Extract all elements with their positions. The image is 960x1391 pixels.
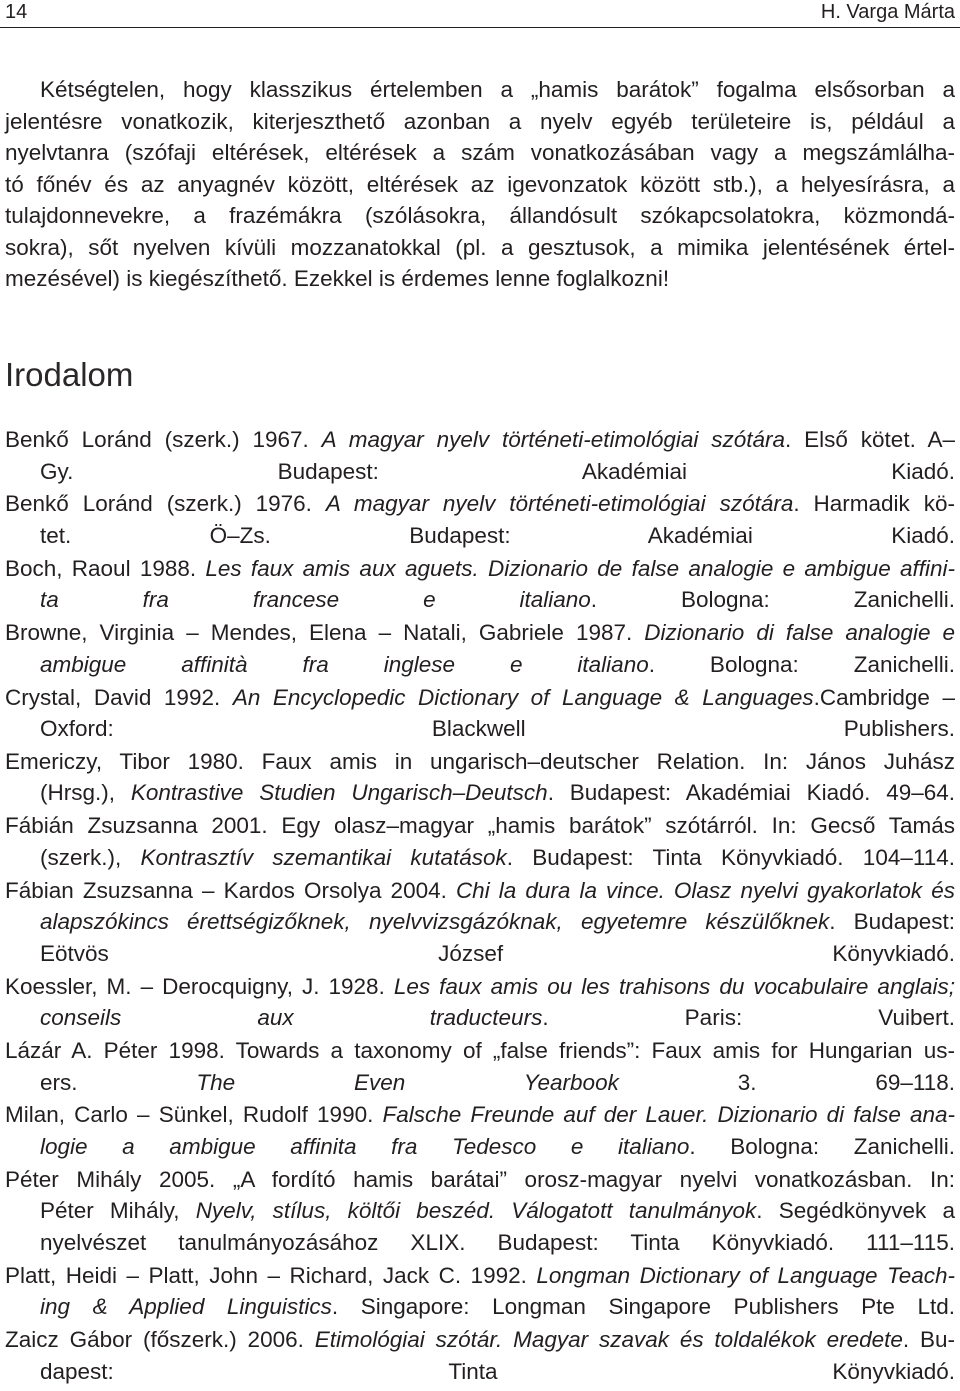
- reference-text: Benkő Loránd (szerk.) 1967.: [5, 427, 322, 452]
- reference-text: . Bologna: Zanichelli.: [590, 587, 955, 613]
- reference-text: nyelvészet tanulmányozásához XLIX. Budapest: Tinta Könyvkiadó. 111–115.: [40, 1229, 955, 1255]
- reference-text: . Bologna: Zanichelli.: [689, 1133, 956, 1159]
- reference-text: Fábián Zsuzsanna 2001. Egy olasz–magyar „hamis barátok” szótárról. In: Gecső Tamás: [5, 813, 955, 839]
- reference-text: (Hrsg.),: [40, 780, 131, 806]
- paragraph-line: tulajdonnevekre, a frazémákra (szólásokra, állandósult szókapcsolatokra, közmondá-: [5, 203, 955, 228]
- paragraph-line: tó főnév és az anyagnév között, eltérések az igevonzatok között stb.), a helyesírásra, a: [5, 171, 955, 197]
- reference-text: Browne, Virginia – Mendes, Elena – Natali, Gabriele 1987.: [5, 620, 645, 646]
- reference-italic-text: Chi la dura la vince. Olasz nyelvi gyakorlatok és: [455, 877, 955, 903]
- reference-text: Crystal, David 1992.: [5, 684, 233, 710]
- reference-line: [5, 938, 955, 970]
- reference-line: [5, 1195, 955, 1227]
- reference-line: [5, 810, 955, 842]
- reference-italic-text: Nyelv, stílus, költői beszéd. Válogatott tanulmányok: [195, 1198, 757, 1224]
- reference-line: [5, 1260, 955, 1292]
- reference-line: [5, 617, 955, 649]
- reference-italic-text: ambigue affinità fra inglese e italiano: [40, 651, 649, 677]
- reference-entry: [5, 488, 955, 551]
- reference-line: [5, 456, 955, 488]
- paragraph-line: nyelvtanra (szófaji eltérések, eltérések a szám vonatkozásában vagy a megszámlálha-: [5, 140, 955, 165]
- reference-text: . Harmadik kö-: [793, 491, 955, 517]
- reference-line: [5, 971, 955, 1003]
- reference-line: [5, 906, 955, 938]
- reference-line: [5, 1035, 955, 1067]
- reference-italic-text: Les faux amis ou les trahisons du vocabulaire anglais;: [393, 973, 955, 999]
- paragraph-line: Kétségtelen, hogy klasszikus értelemben a „hamis barátok” fogalma elsősorban a: [40, 77, 955, 102]
- reference-italic-text: logie a ambigue affinita fra Tedesco e italiano: [40, 1133, 690, 1159]
- reference-italic-text: ing & Applied Linguistics: [40, 1294, 332, 1320]
- reference-text: . Budapest:: [829, 909, 955, 935]
- reference-italic-text: Etimológiai szótár. Magyar szavak és toldalékok eredete: [314, 1327, 903, 1353]
- reference-line: [5, 1099, 955, 1131]
- reference-entry: [5, 971, 955, 1034]
- reference-text: . Budapest: Tinta Könyvkiadó. 104–114.: [506, 844, 955, 870]
- reference-text: . Első kötet. A–: [785, 427, 955, 452]
- body-paragraph: [5, 74, 955, 295]
- reference-entry: [5, 1260, 955, 1323]
- reference-line: [5, 1356, 955, 1388]
- reference-text: . Bologna: Zanichelli.: [648, 651, 956, 677]
- reference-text: . Budapest: Akadémiai Kiadó. 49–64.: [547, 780, 956, 806]
- header-rule: [0, 27, 960, 28]
- reference-text: Lázár A. Péter 1998. Towards a taxonomy of „false friends”: Faux amis for Hungarian us-: [5, 1038, 955, 1064]
- paragraph-line: mezésével) is kiegészíthető. Ezekkel is érdemes lenne foglalkozni!: [5, 266, 670, 291]
- reference-text: Péter Mihály,: [40, 1198, 196, 1224]
- reference-text: dapest: Tinta Könyvkiadó.: [40, 1358, 955, 1384]
- reference-line: [5, 1002, 955, 1034]
- running-head-author: H. Varga Márta: [820, 1, 955, 23]
- reference-italic-text: The Even Yearbook: [196, 1069, 619, 1095]
- reference-entry: [5, 1035, 955, 1098]
- reference-line: [5, 520, 955, 552]
- reference-italic-text: ta fra francese e italiano: [40, 587, 591, 613]
- reference-line: [5, 875, 955, 907]
- reference-italic-text: A magyar nyelv történeti-etimológiai szótára: [325, 491, 794, 517]
- reference-entry: [5, 1099, 955, 1162]
- reference-line: [5, 553, 955, 585]
- reference-line: [5, 1164, 955, 1196]
- reference-text: .Cambridge –: [813, 684, 955, 710]
- reference-text: Zaicz Gábor (főszerk.) 2006.: [5, 1327, 315, 1353]
- reference-line: [5, 777, 955, 809]
- reference-italic-text: Dizionario di false analogie e: [644, 620, 955, 646]
- reference-text: . Singapore: Longman Singapore Publishers Pte Ltd.: [331, 1294, 955, 1320]
- reference-text: . Bu-: [902, 1327, 956, 1353]
- reference-entry: [5, 746, 955, 809]
- reference-text: 3. 69–118.: [618, 1069, 955, 1095]
- reference-text: Péter Mihály 2005. „A fordító hamis barátai” orosz-magyar nyelvi vonatkozásban. In:: [5, 1166, 955, 1192]
- reference-italic-text: Falsche Freunde auf der Lauer. Dizionario di false ana-: [382, 1102, 955, 1128]
- reference-text: Oxford: Blackwell Publishers.: [40, 716, 955, 742]
- reference-italic-text: An Encyclopedic Dictionary of Language & Languages: [232, 684, 814, 710]
- reference-entry: [5, 1324, 955, 1387]
- reference-italic-text: alapszókincs érettségizőknek, nyelvvizsgázóknak, egyetemre készülőknek: [40, 909, 830, 935]
- reference-line: [5, 488, 955, 520]
- reference-entry: [5, 617, 955, 680]
- reference-text: . Paris: Vuibert.: [542, 1005, 955, 1031]
- reference-text: . Segédkönyvek a: [756, 1198, 955, 1224]
- reference-text: ers.: [40, 1069, 197, 1095]
- reference-text: Eötvös József Könyvkiadó.: [40, 940, 955, 966]
- reference-list: [5, 424, 955, 1388]
- reference-line: [5, 713, 955, 745]
- reference-line: [5, 842, 955, 874]
- reference-entry: [5, 553, 955, 616]
- reference-entry: [5, 424, 955, 487]
- reference-entry: [5, 875, 955, 970]
- reference-line: [5, 584, 955, 616]
- paragraph-line: jelentésre vonatkozik, kiterjeszthető azonban a nyelv egyéb területeire is, például a: [5, 108, 955, 134]
- reference-line: [5, 746, 955, 778]
- reference-entry: [5, 810, 955, 873]
- reference-text: Milan, Carlo – Sünkel, Rudolf 1990.: [5, 1102, 383, 1128]
- reference-line: [5, 1291, 955, 1323]
- reference-text: Platt, Heidi – Platt, John – Richard, Jack C. 1992.: [5, 1262, 537, 1288]
- reference-italic-text: Kontrastive Studien Ungarisch–Deutsch: [130, 780, 548, 806]
- reference-italic-text: Les faux amis aux aguets. Dizionario de false analogie e ambigue affini-: [205, 555, 955, 581]
- reference-line: [5, 424, 955, 456]
- reference-italic-text: conseils aux traducteurs: [40, 1005, 543, 1031]
- paragraph-line: sokra), sőt nyelven kívüli mozzanatokkal (pl. a gesztusok, a mimika jelentésének értel-: [5, 234, 955, 260]
- reference-line: [5, 1324, 955, 1356]
- reference-line: [5, 1067, 955, 1099]
- reference-text: Gy. Budapest: Akadémiai Kiadó.: [40, 458, 955, 484]
- reference-text: (szerk.),: [40, 844, 141, 870]
- reference-text: Benkő Loránd (szerk.) 1976.: [5, 491, 326, 517]
- reference-line: [5, 682, 955, 714]
- reference-text: Emericzy, Tibor 1980. Faux amis in ungarisch–deutscher Relation. In: János Juhász: [5, 748, 955, 774]
- reference-line: [5, 1131, 955, 1163]
- reference-text: Fábian Zsuzsanna – Kardos Orsolya 2004.: [5, 877, 456, 903]
- reference-text: Koessler, M. – Derocquigny, J. 1928.: [5, 973, 394, 999]
- reference-italic-text: Kontrasztív szemantikai kutatások: [140, 844, 507, 870]
- reference-italic-text: A magyar nyelv történeti-etimológiai szótára: [321, 427, 786, 452]
- reference-line: [5, 649, 955, 681]
- reference-text: tet. Ö–Zs. Budapest: Akadémiai Kiadó.: [40, 522, 955, 548]
- reference-italic-text: Longman Dictionary of Language Teach-: [536, 1262, 955, 1288]
- section-heading: Irodalom: [5, 356, 134, 393]
- reference-entry: [5, 682, 955, 745]
- reference-text: Boch, Raoul 1988.: [5, 555, 206, 581]
- page-number: 14: [5, 1, 28, 23]
- reference-line: [5, 1227, 955, 1259]
- reference-entry: [5, 1164, 955, 1259]
